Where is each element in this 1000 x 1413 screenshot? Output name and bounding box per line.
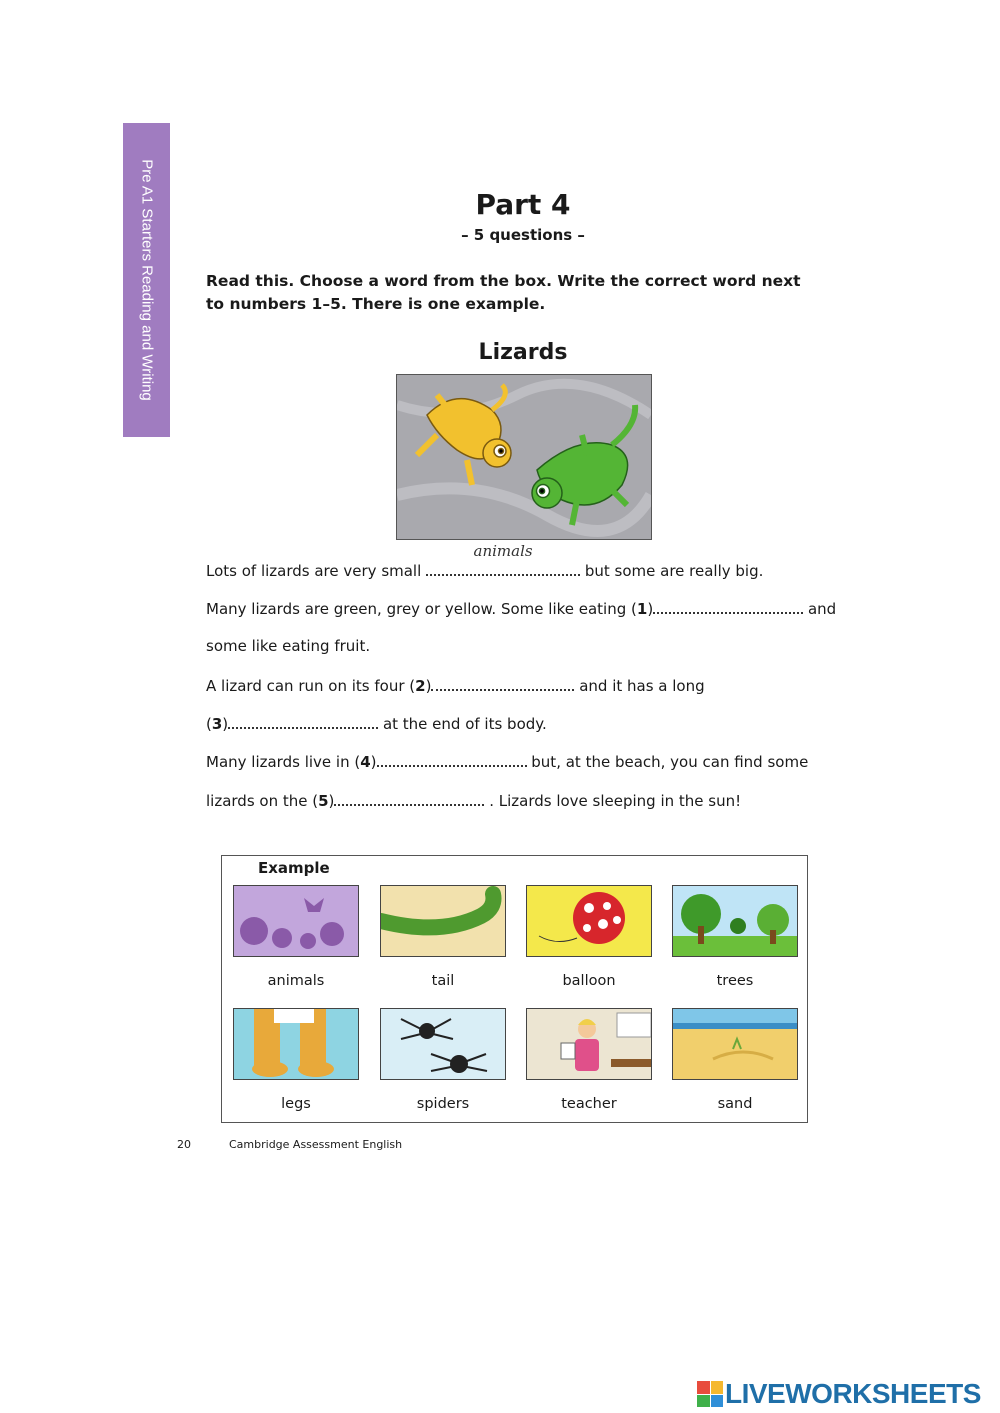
word-label: balloon [562,973,616,989]
story-line-2: Many lizards are green, grey or yellow. Some like eating (1) and [206,600,837,618]
animals-picture [233,885,359,957]
teacher-picture [526,1008,652,1080]
sidebar-tab [123,123,170,437]
answer-blank-1[interactable] [653,598,803,614]
liveworksheets-logo[interactable] [697,1378,981,1410]
publisher-text: Cambridge Assessment English [229,1138,403,1151]
sidebar-label: Pre A1 Starters Reading and Writing [138,159,155,401]
story-line-4: A lizard can run on its four (2) and it has a long [206,677,705,695]
word-box [221,855,808,1123]
word-label: teacher [561,1096,617,1112]
page-number: 20 [177,1138,191,1151]
word-card-teacher [526,1008,652,1112]
story-line-7: lizards on the (5) . Lizards love sleeping in the sun! [206,792,742,810]
word-card-trees [672,885,798,989]
story-line-1: Lots of lizards are very small animals but some are really big. [206,542,764,580]
answer-blank-4[interactable] [377,751,527,767]
word-label: trees [716,973,754,989]
word-label: spiders [416,1096,470,1112]
sand-picture [672,1008,798,1080]
word-card-tail [380,885,506,989]
story-line-5: (3) at the end of its body. [206,715,547,733]
word-card-balloon [526,885,652,989]
word-label: animals [267,973,325,989]
story-title: Lizards [478,340,568,365]
story-line-6: Many lizards live in (4) but, at the beach, you can find some [206,753,809,771]
lizards-picture [396,374,652,540]
word-label: legs [281,1096,311,1112]
instructions: Read this. Choose a word from the box. Write the correct word next to numbers 1–5. There is one example. [206,272,801,313]
story-line-3: some like eating fruit. [206,637,371,655]
word-label: sand [717,1096,753,1112]
word-card-sand [672,1008,798,1112]
legs-picture [233,1008,359,1080]
word-label: tail [431,973,455,989]
answer-blank-3[interactable] [228,713,378,729]
liveworksheets-icon [697,1381,723,1407]
word-card-spiders [380,1008,506,1112]
spiders-picture [380,1008,506,1080]
example-answer: animals [426,560,580,576]
tail-picture [380,885,506,957]
word-card-legs [233,1008,359,1112]
answer-blank-5[interactable] [334,790,484,806]
answer-blank-2[interactable] [431,675,574,691]
balloon-picture [526,885,652,957]
page-subtitle: – 5 questions – [461,226,585,244]
liveworksheets-text: LIVEWORKSHEETS [725,1378,981,1409]
word-card-animals [233,885,359,989]
page-title: Part 4 [475,188,571,221]
trees-picture [672,885,798,957]
word-box-label: Example [258,859,330,877]
